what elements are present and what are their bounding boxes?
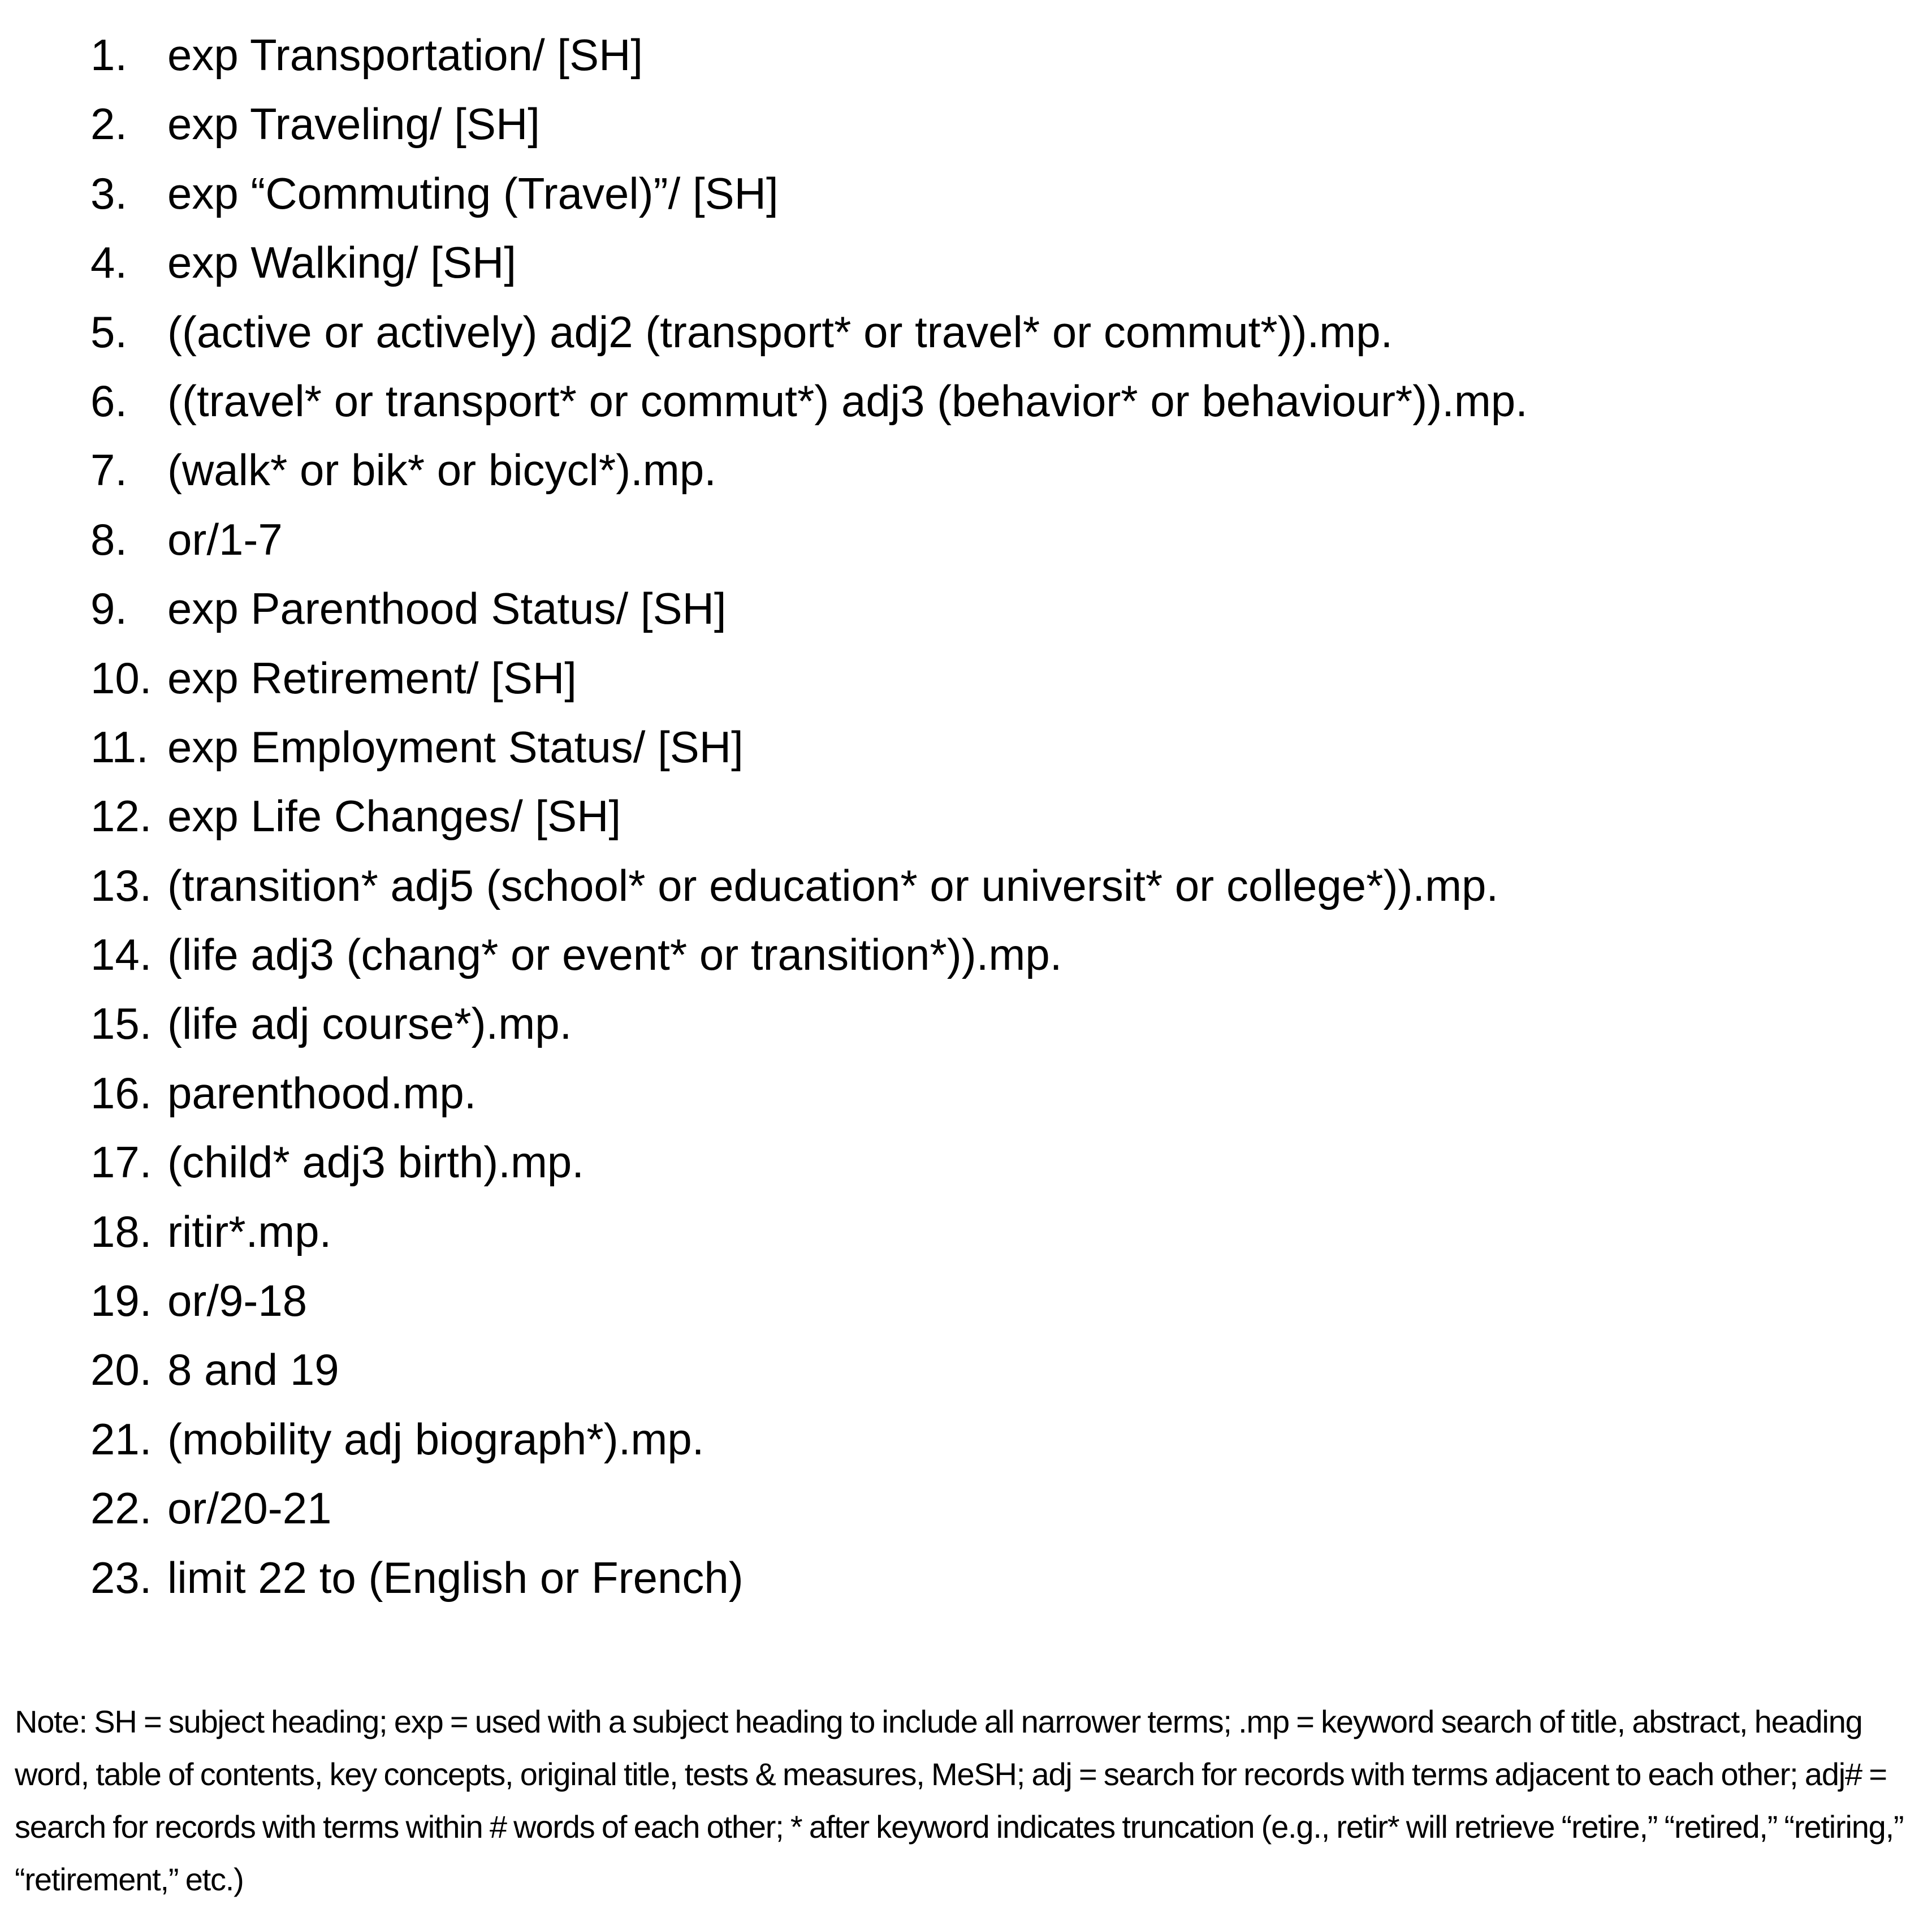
search-line-query: exp Life Changes/ [SH] xyxy=(167,791,621,841)
search-line-21 xyxy=(90,1405,1900,1474)
search-line-query: (mobility adj biograph*).mp. xyxy=(167,1414,704,1464)
search-line-number: 13. xyxy=(90,860,152,910)
search-line-number: 12. xyxy=(90,791,152,841)
search-line-query: exp Walking/ [SH] xyxy=(167,237,516,288)
search-line-query: exp Retirement/ [SH] xyxy=(167,653,577,703)
search-line-2 xyxy=(90,89,1900,158)
search-line-number: 16. xyxy=(90,1068,152,1118)
search-line-23 xyxy=(90,1543,1900,1612)
search-line-5 xyxy=(90,297,1900,366)
search-line-number: 23. xyxy=(90,1552,152,1603)
search-line-7 xyxy=(90,435,1900,504)
search-line-number: 17. xyxy=(90,1137,152,1187)
search-line-number: 3. xyxy=(90,168,128,218)
search-line-number: 18. xyxy=(90,1206,152,1256)
search-line-number: 20. xyxy=(90,1345,152,1395)
search-line-number: 14. xyxy=(90,930,152,980)
search-line-query: ritir*.mp. xyxy=(167,1206,332,1256)
search-line-query: or/20-21 xyxy=(167,1483,332,1534)
search-line-8 xyxy=(90,505,1900,574)
search-line-query: exp Traveling/ [SH] xyxy=(167,99,540,149)
search-line-query: exp Employment Status/ [SH] xyxy=(167,722,744,772)
search-line-number: 1. xyxy=(90,30,128,80)
search-line-19 xyxy=(90,1266,1900,1335)
search-line-query: limit 22 to (English or French) xyxy=(167,1552,744,1603)
search-line-query: exp Transportation/ [SH] xyxy=(167,30,643,80)
search-line-query: (child* adj3 birth).mp. xyxy=(167,1137,584,1187)
search-line-number: 8. xyxy=(90,514,128,564)
search-line-15 xyxy=(90,989,1900,1058)
search-line-20 xyxy=(90,1335,1900,1404)
search-line-query: 8 and 19 xyxy=(167,1345,339,1395)
search-line-number: 4. xyxy=(90,237,128,288)
search-line-number: 7. xyxy=(90,445,128,495)
search-line-11 xyxy=(90,712,1900,781)
search-line-query: (life adj course*).mp. xyxy=(167,999,572,1049)
search-line-14 xyxy=(90,920,1900,989)
search-line-query: (walk* or bik* or bicycl*).mp. xyxy=(167,445,716,495)
search-line-query: ((travel* or transport* or commut*) adj3 (behavior* or behaviour*)).mp. xyxy=(167,375,1528,426)
search-line-1 xyxy=(90,20,1900,89)
search-line-12 xyxy=(90,781,1900,850)
search-line-4 xyxy=(90,228,1900,297)
search-line-number: 11. xyxy=(90,722,149,772)
search-line-number: 15. xyxy=(90,999,152,1049)
search-line-number: 19. xyxy=(90,1276,152,1326)
search-strategy-list xyxy=(90,20,1900,1612)
search-line-9 xyxy=(90,574,1900,643)
search-line-query: (transition* adj5 (school* or education* or universit* or college*)).mp. xyxy=(167,860,1499,910)
search-line-18 xyxy=(90,1197,1900,1266)
search-line-13 xyxy=(90,851,1900,920)
search-line-number: 10. xyxy=(90,653,152,703)
search-line-22 xyxy=(90,1474,1900,1543)
search-line-query: or/9-18 xyxy=(167,1276,308,1326)
abbreviation-note: Note: SH = subject heading; exp = used with a subject heading to include all narrower terms; .mp = keyword search of title, abstract, heading word, table of contents, key concepts, original title, tests & measures, MeSH; adj = search for records with terms adjacent to each other; adj# = search for records with terms within # words of each other; * after keyword indicates truncation (e.g., retir* will retrieve “retire,” “retired,” “retiring,” “retirement,” etc.) xyxy=(15,1704,1904,1897)
search-line-16 xyxy=(90,1059,1900,1128)
search-line-6 xyxy=(90,366,1900,435)
search-line-query: (life adj3 (chang* or event* or transition*)).mp. xyxy=(167,930,1062,980)
search-line-number: 6. xyxy=(90,375,128,426)
search-line-number: 5. xyxy=(90,306,128,357)
search-line-query: parenthood.mp. xyxy=(167,1068,477,1118)
search-line-query: ((active or actively) adj2 (transport* or travel* or commut*)).mp. xyxy=(167,306,1393,357)
search-line-number: 9. xyxy=(90,584,128,634)
search-line-number: 2. xyxy=(90,99,128,149)
search-line-query: exp Parenthood Status/ [SH] xyxy=(167,584,727,634)
search-line-number: 22. xyxy=(90,1483,152,1534)
search-line-query: exp “Commuting (Travel)”/ [SH] xyxy=(167,168,779,218)
search-line-number: 21. xyxy=(90,1414,152,1464)
search-line-17 xyxy=(90,1128,1900,1197)
search-line-3 xyxy=(90,159,1900,228)
search-line-query: or/1-7 xyxy=(167,514,283,564)
search-line-10 xyxy=(90,643,1900,712)
